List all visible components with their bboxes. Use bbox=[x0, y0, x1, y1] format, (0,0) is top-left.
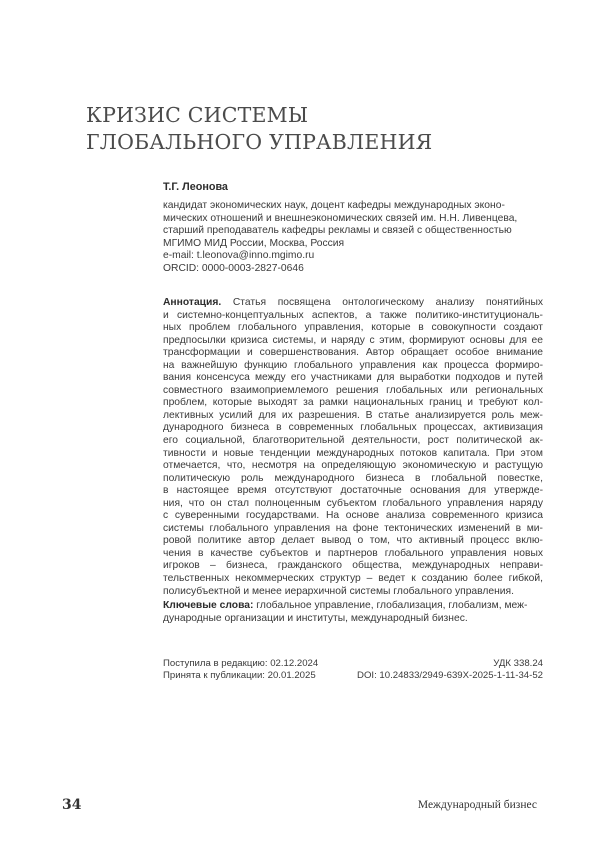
received-date: Поступила в редакцию: 02.12.2024 bbox=[163, 658, 318, 670]
abstract-line: чения в качестве субъектов и партнеров глобального управления новых bbox=[163, 548, 543, 561]
abstract-line: проблем, которые выходят за рамки национальных границ и требуют кол- bbox=[163, 397, 543, 410]
abstract-line: и системно-концептуальных аспектов, а также политико-институциональ- bbox=[163, 310, 543, 323]
abstract-line: ровой политике автор делает вывод о том, что активный процесс вклю- bbox=[163, 535, 543, 548]
abstract-line: отмечается, что, несмотря на определяющую экономическую и растущую bbox=[163, 460, 543, 473]
page-number: 34 bbox=[62, 797, 81, 813]
author-orcid: ORCID: 0000-0003-2827-0646 bbox=[163, 263, 543, 276]
abstract-line: тельственных некоммерческих структур – ведет к созданию более гибкой, bbox=[163, 573, 543, 586]
abstract-line: вания консенсуса между его участниками для выработки подходов и путей bbox=[163, 372, 543, 385]
affiliation-line: МГИМО МИД России, Москва, Россия bbox=[163, 238, 543, 251]
doi: DOI: 10.24833/2949-639X-2025-1-11-34-52 bbox=[357, 670, 543, 682]
affiliation-line: мических отношений и внешнеэкономических связей им. Н.Н. Ливенцева, bbox=[163, 213, 543, 226]
abstract-line: трансформации и совершенствования. Автор обращает особое внимание bbox=[163, 347, 543, 360]
abstract-line: в настоящее время отсутствуют достаточные основания для утвержде- bbox=[163, 485, 543, 498]
abstract-line: дународного бизнеса в современных глобальных процессах, активизация bbox=[163, 422, 543, 435]
article-identifiers bbox=[357, 658, 543, 681]
abstract-line: тивности и новые тенденции международных потоков капитала. При этом bbox=[163, 448, 543, 461]
author-name: Т.Г. Леонова bbox=[163, 181, 228, 193]
title-line-2: ГЛОБАЛЬНОГО УПРАВЛЕНИЯ bbox=[86, 129, 432, 156]
abstract-line: предпосылки кризиса системы, и наряду с этим, формируют основы для ее bbox=[163, 335, 543, 348]
keywords-line: дународные организации и институты, международный бизнес. bbox=[163, 613, 543, 626]
publication-dates bbox=[163, 658, 318, 681]
udc-code: УДК 338.24 bbox=[357, 658, 543, 670]
abstract-line: лективных усилий для их разрешения. В статье анализируется роль меж- bbox=[163, 410, 543, 423]
accepted-date: Принята к публикации: 20.01.2025 bbox=[163, 670, 318, 682]
affiliation-line: старший преподаватель кафедры рекламы и связей с общественностью bbox=[163, 225, 543, 238]
abstract-line bbox=[163, 297, 543, 310]
author-email: e-mail: t.leonova@inno.mgimo.ru bbox=[163, 250, 543, 263]
abstract bbox=[163, 297, 543, 598]
author-affiliation bbox=[163, 200, 543, 275]
keywords-line bbox=[163, 600, 543, 613]
article-title bbox=[86, 102, 432, 156]
abstract-line: полисубъектной и менее иерархичной системы глобального управления. bbox=[163, 586, 543, 599]
abstract-line: игроков – бизнеса, гражданского общества, международных неправи- bbox=[163, 560, 543, 573]
keywords-text: глобальное управление, глобализация, глобализм, меж- bbox=[256, 600, 527, 611]
abstract-line: системы глобального управления на фоне тектонических изменений в ми- bbox=[163, 523, 543, 536]
keywords bbox=[163, 600, 543, 625]
abstract-line: политическую роль международного бизнеса в глобальной повестке, bbox=[163, 473, 543, 486]
abstract-line-text: Статья посвящена онтологическому анализу понятийных bbox=[233, 297, 543, 308]
journal-name: Международный бизнес bbox=[418, 799, 537, 811]
affiliation-line: кандидат экономических наук, доцент кафедры международных эконо- bbox=[163, 200, 543, 213]
abstract-line: ных проблем глобального управления, которые в совокупности создают bbox=[163, 322, 543, 335]
keywords-label: Ключевые слова: bbox=[163, 600, 253, 611]
abstract-line: с суверенными государствами. На основе анализа современного кризиса bbox=[163, 510, 543, 523]
abstract-label: Аннотация. bbox=[163, 297, 221, 308]
title-line-1: КРИЗИС СИСТЕМЫ bbox=[86, 102, 432, 129]
abstract-line: его социальной, благотворительной деятельности, рост политической ак- bbox=[163, 435, 543, 448]
abstract-line: ния, что он стал полноценным субъектом глобального управления наряду bbox=[163, 498, 543, 511]
abstract-line: совместного взаимоприемлемого решения глобальных или региональных bbox=[163, 385, 543, 398]
abstract-line: на важнейшую функцию глобального управления как процесса формиро- bbox=[163, 360, 543, 373]
